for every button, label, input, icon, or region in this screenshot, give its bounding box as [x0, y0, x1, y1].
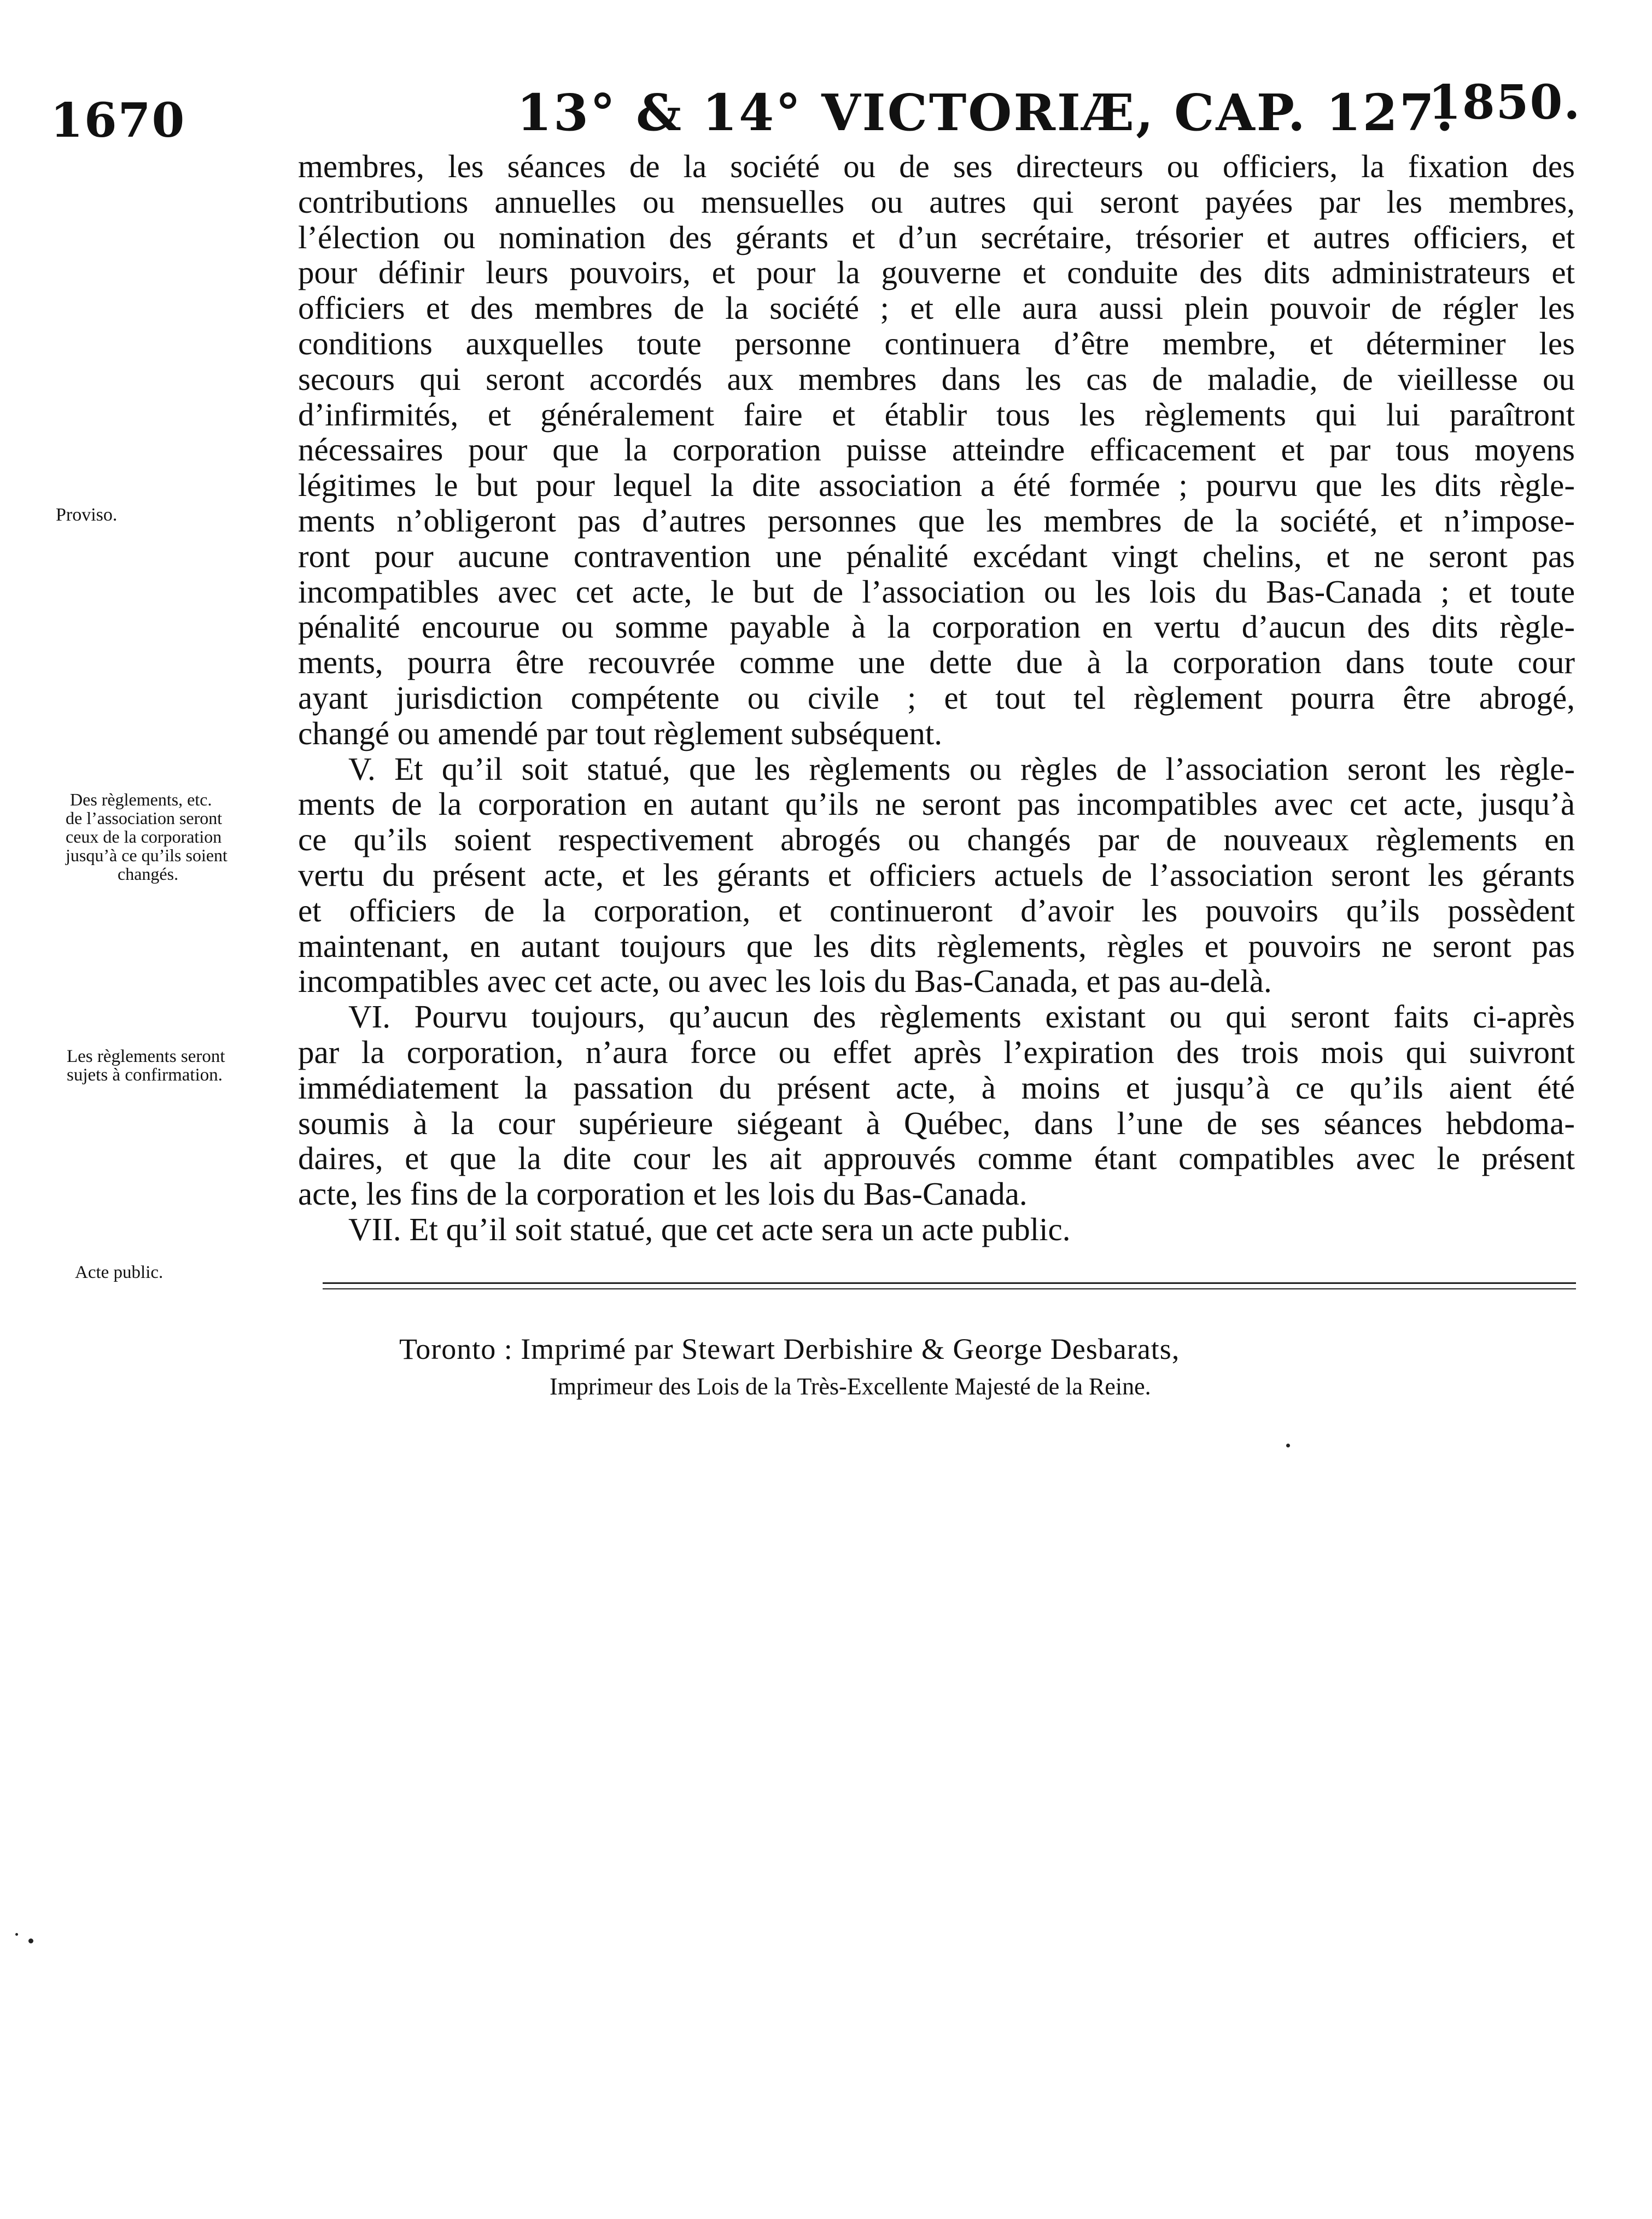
text-line: pour définir leurs pouvoirs, et pour la gouverne et conduite des dits administrateurs et — [298, 254, 1575, 291]
margin-note-line: sujets à confirmation. — [67, 1065, 223, 1085]
margin-note-line: changés. — [118, 864, 179, 884]
text-line: acte, les fins de la corporation et les lois du Bas-Canada. — [298, 1176, 1028, 1212]
section-vi-start: VI. Pourvu toujours, qu’aucun des règlements existant ou qui seront faits ci-après — [348, 998, 1575, 1035]
imprint-printer: Toronto : Imprimé par Stewart Derbishire & George Desbarats, — [399, 1333, 1180, 1365]
text-line: d’infirmités, et généralement faire et établir tous les règlements qui lui paraîtront — [298, 396, 1575, 433]
text-line: et officiers de la corporation, et continueront d’avoir les pouvoirs qu’ils possèdent — [298, 892, 1575, 929]
text-line: ront pour aucune contravention une pénalité excédant vingt chelins, et ne seront pas — [298, 538, 1575, 574]
margin-note-proviso: Proviso. — [56, 505, 118, 525]
text-line: légitimes le but pour lequel la dite association a été formée ; pourvu que les dits règle- — [298, 467, 1575, 504]
main-text — [298, 149, 1575, 1247]
margin-note-line: jusqu’à ce qu’ils soient — [66, 845, 227, 865]
margin-note-line: Les règlements seront — [67, 1047, 225, 1066]
text-line: changé ou amendé par tout règlement subséquent. — [298, 715, 942, 751]
text-line: daires, et que la dite cour les ait approuvés comme étant compatibles avec le présent — [298, 1140, 1575, 1177]
text-line: ments de la corporation en autant qu’ils ne seront pas incompatibles avec cet acte, jusqu’à — [298, 786, 1575, 822]
text-line: vertu du présent acte, et les gérants et officiers actuels de l’association seront les gérants — [298, 856, 1575, 893]
text-line: contributions annuelles ou mensuelles ou autres qui seront payées par les membres, — [298, 183, 1575, 220]
closing-rule-top — [323, 1282, 1576, 1284]
text-line: ayant jurisdiction compétente ou civile ; et tout tel règlement pourra être abrogé, — [298, 679, 1575, 716]
text-line: ments, pourra être recouvrée comme une dette due à la corporation dans toute cour — [298, 644, 1575, 681]
section-vii-start: VII. Et qu’il soit statué, que cet acte sera un acte public. — [348, 1211, 1071, 1247]
text-line: immédiatement la passation du présent acte, à moins et jusqu’à ce qu’ils aient été — [298, 1069, 1575, 1106]
text-line: maintenant, en autant toujours que les dits règlements, règles et pouvoirs ne seront pas — [298, 927, 1575, 964]
page-number: 1670 — [50, 93, 186, 148]
text-line: pénalité encourue ou somme payable à la corporation en vertu d’aucun des dits règle- — [298, 609, 1575, 645]
text-line: conditions auxquelles toute personne continuera d’être membre, et déterminer les — [298, 325, 1575, 361]
text-line: soumis à la cour supérieure siégeant à Québec, dans l’une de ses séances hebdoma- — [298, 1105, 1575, 1141]
text-line: officiers et des membres de la société ; et elle aura aussi plein pouvoir de régler les — [298, 290, 1575, 326]
margin-note-line: Des règlements, etc. — [70, 790, 212, 809]
section-v-start: V. Et qu’il soit statué, que les règlements ou règles de l’association seront les règle- — [348, 750, 1575, 787]
margin-note-line: de l’association seront — [66, 808, 223, 828]
text-line: l’élection ou nomination des gérants et d’un secrétaire, trésorier et autres officiers, et — [298, 219, 1575, 255]
margin-note-line: ceux de la corporation — [66, 827, 222, 846]
text-line: incompatibles avec cet acte, le but de l’association ou les lois du Bas-Canada ; et toute — [298, 573, 1575, 610]
closing-rule-bottom — [323, 1288, 1576, 1289]
imprint-title: Imprimeur des Lois de la Très-Excellente Majesté de la Reine. — [550, 1373, 1151, 1400]
margin-note-reglements — [66, 790, 227, 883]
text-line: incompatibles avec cet acte, ou avec les lois du Bas-Canada, et pas au-delà. — [298, 963, 1272, 1000]
margin-note-acte-public: Acte public. — [75, 1263, 164, 1282]
speck-mark — [1286, 1444, 1290, 1447]
speck-mark — [15, 1933, 18, 1936]
running-title: 13° & 14° VICTORIÆ, CAP. 127. — [517, 83, 1455, 142]
speck-mark — [28, 1938, 33, 1943]
text-line: secours qui seront accordés aux membres dans les cas de maladie, de vieillesse ou — [298, 360, 1575, 397]
text-line: par la corporation, n’aura force ou effet après l’expiration des trois mois qui suivront — [298, 1033, 1575, 1070]
text-line: ments n’obligeront pas d’autres personnes que les membres de la société, et n’impose- — [298, 502, 1575, 539]
year: 1850. — [1428, 75, 1581, 130]
text-line: membres, les séances de la société ou de ses directeurs ou officiers, la fixation des — [298, 148, 1575, 184]
margin-note-confirmation — [67, 1047, 225, 1084]
text-line: ce qu’ils soient respectivement abrogés ou changés par de nouveaux règlements en — [298, 821, 1575, 858]
text-line: nécessaires pour que la corporation puisse atteindre efficacement et par tous moyens — [298, 431, 1575, 468]
